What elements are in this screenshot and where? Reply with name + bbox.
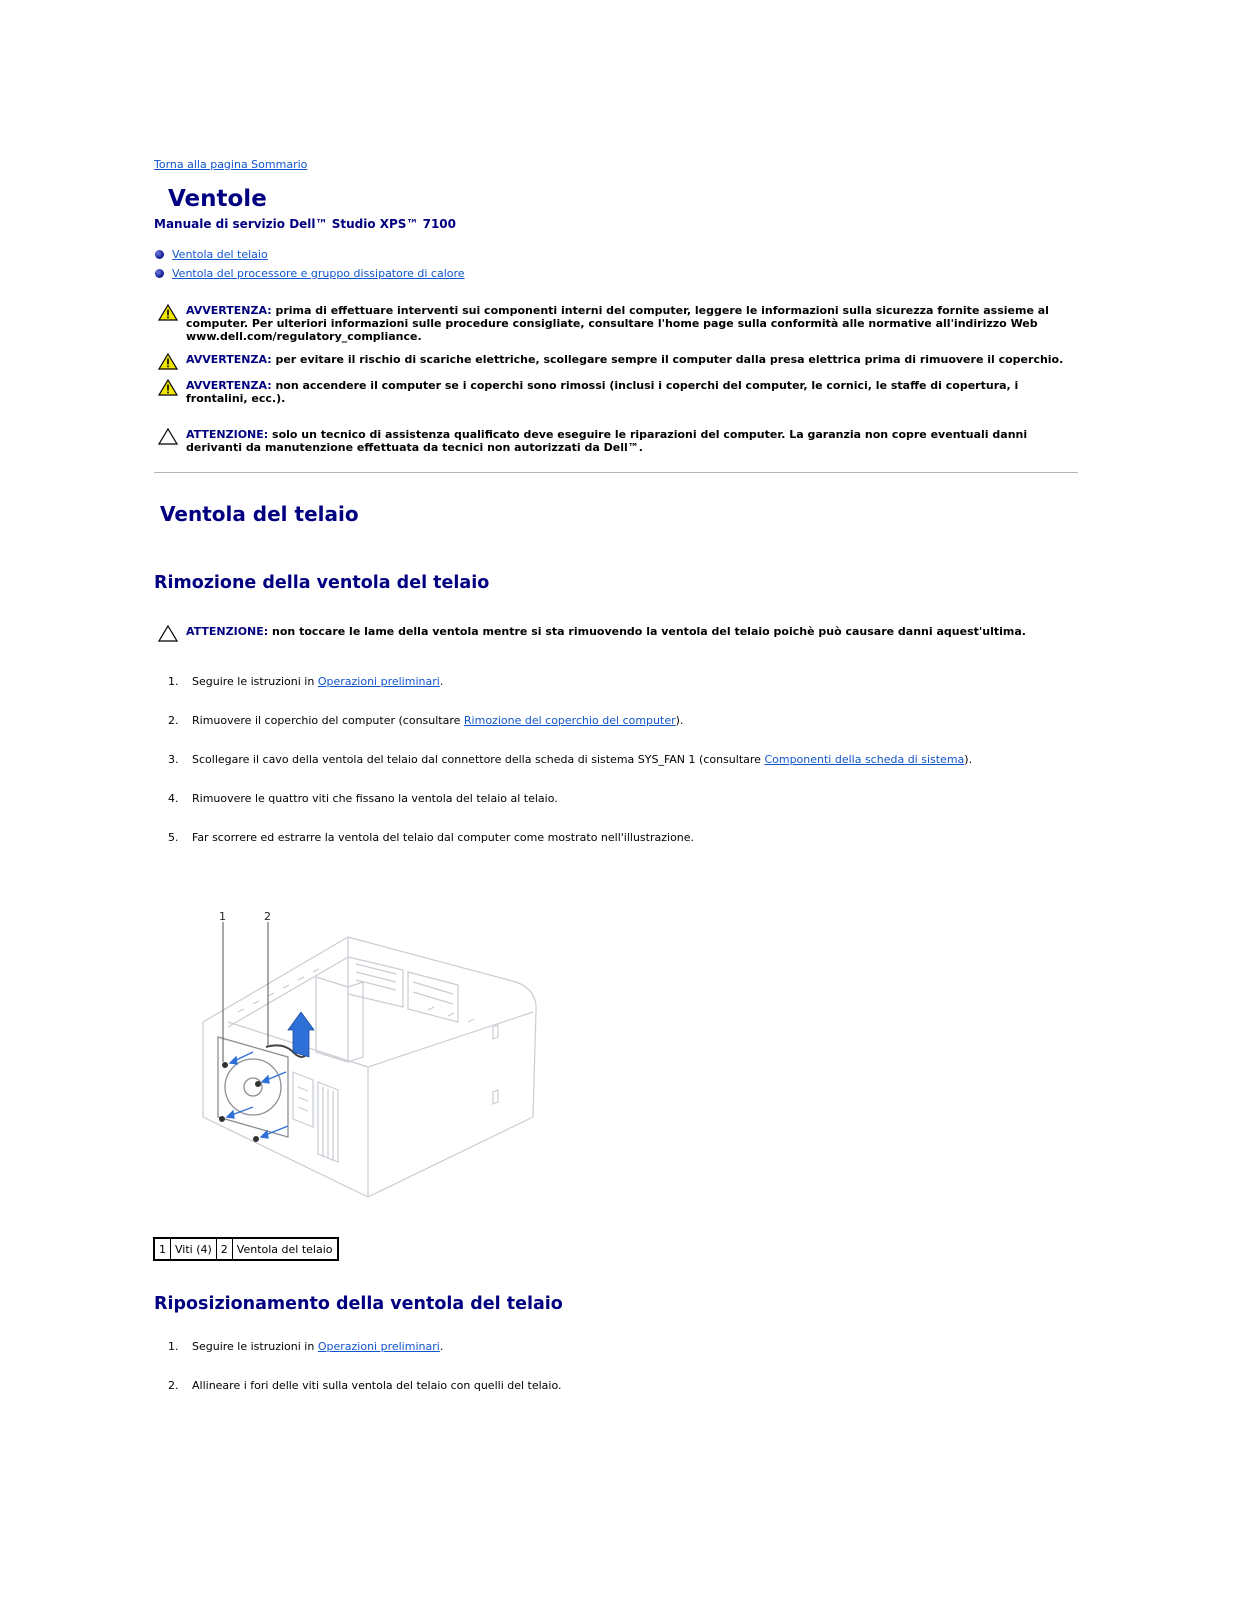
divider [154, 472, 1078, 473]
table-of-contents [154, 248, 465, 286]
step-text: Far scorrere ed estrarre la ventola del telaio dal computer come mostrato nell'illustrazione. [192, 831, 695, 844]
toc-item [154, 267, 465, 286]
notice-label: AVVERTENZA: [186, 353, 272, 366]
chassis-fan-illustration [198, 912, 548, 1212]
list-item [154, 792, 972, 831]
step-text: Seguire le istruzioni in [192, 1340, 318, 1353]
replacement-title: Riposizionamento della ventola del telaio [154, 1294, 563, 1314]
step-text: Allineare i fori delle viti sulla ventola del telaio con quelli del telaio. [192, 1379, 562, 1392]
step-number: 5. [168, 831, 179, 844]
figure-legend [153, 1237, 339, 1261]
step-text-end: . [439, 675, 444, 688]
step-text-end: ). [675, 714, 684, 727]
step-link[interactable]: Componenti della scheda di sistema [764, 753, 965, 766]
list-item [154, 831, 972, 870]
notice-label: ATTENZIONE: [186, 428, 269, 441]
list-item [154, 1340, 562, 1379]
warning-notice [158, 304, 1078, 343]
legend-label: Ventola del telaio [232, 1238, 337, 1260]
list-item [154, 1379, 562, 1418]
caution-notice [158, 625, 1078, 638]
step-text-end: . [439, 1340, 444, 1353]
notice-text: non toccare le lame della ventola mentre si sta rimuovendo la ventola del telaio poichè può causare danni aquest'ultima. [268, 625, 1026, 638]
step-text: Rimuovere le quattro viti che fissano la ventola del telaio al telaio. [192, 792, 558, 805]
caution-triangle-icon [158, 625, 178, 642]
legend-label: Viti (4) [171, 1238, 217, 1260]
step-number: 1. [168, 1340, 179, 1353]
step-text: Seguire le istruzioni in [192, 675, 318, 688]
list-item [154, 753, 972, 792]
removal-title: Rimozione della ventola del telaio [154, 573, 490, 593]
page-title: Ventole [168, 186, 267, 212]
notice-text: non accendere il computer se i coperchi sono rimossi (inclusi i coperchi del computer, le cornici, le staffe di copertura, i frontalini, ecc.). [186, 379, 1019, 405]
warning-notice [158, 353, 1078, 366]
step-number: 1. [168, 675, 179, 688]
toc-link-processor-fan[interactable]: Ventola del processore e gruppo dissipatore di calore [172, 267, 465, 280]
toc-item [154, 248, 465, 267]
step-link[interactable]: Rimozione del coperchio del computer [463, 714, 676, 727]
step-number: 4. [168, 792, 179, 805]
manual-subtitle: Manuale di servizio Dell™ Studio XPS™ 7100 [154, 217, 457, 231]
list-item [154, 714, 972, 753]
step-link[interactable]: Operazioni preliminari [317, 675, 440, 688]
warning-notice [158, 379, 1078, 405]
callout-2: 2 [264, 912, 271, 923]
step-text: Scollegare il cavo della ventola del telaio dal connettore della scheda di sistema SYS_FAN 1 (consultare [192, 753, 765, 766]
legend-number: 2 [216, 1238, 232, 1260]
step-text: Rimuovere il coperchio del computer (consultare [192, 714, 464, 727]
caution-triangle-icon [158, 428, 178, 445]
bullet-icon [155, 250, 164, 259]
bullet-icon [155, 269, 164, 278]
toc-link-chassis-fan[interactable]: Ventola del telaio [172, 248, 268, 261]
step-link[interactable]: Operazioni preliminari [317, 1340, 440, 1353]
warning-triangle-icon [158, 353, 178, 370]
step-number: 2. [168, 1379, 179, 1392]
legend-number: 1 [154, 1238, 171, 1260]
callout-1: 1 [219, 912, 226, 923]
warning-triangle-icon [158, 304, 178, 321]
list-item [154, 675, 972, 714]
step-text-end: ). [964, 753, 973, 766]
back-to-contents-link[interactable]: Torna alla pagina Sommario [154, 158, 308, 171]
caution-notice [158, 428, 1078, 454]
notice-text: per evitare il rischio di scariche elettriche, scollegare sempre il computer dalla presa elettrica prima di rimuovere il coperchio. [271, 353, 1064, 366]
notice-text: solo un tecnico di assistenza qualificato deve eseguire le riparazioni del computer. La garanzia non copre eventuali danni derivanti da manutenzione effettuata da tecnici non autorizzati da Dell™. [186, 428, 1028, 454]
notice-text: prima di effettuare interventi sui componenti interni del computer, leggere le informazioni sulla sicurezza fornite assieme al computer. Per ulteriori informazioni sulle procedure consigliate, consultare l'home page sulla conformità alle normative all'indirizzo Web www.dell.com/regulatory_compliance. [186, 304, 1049, 343]
notice-label: AVVERTENZA: [186, 304, 272, 317]
section-title: Ventola del telaio [160, 502, 359, 526]
step-number: 3. [168, 753, 179, 766]
removal-steps [154, 675, 972, 870]
notice-label: AVVERTENZA: [186, 379, 272, 392]
warning-triangle-icon [158, 379, 178, 396]
notice-label: ATTENZIONE: [186, 625, 269, 638]
replacement-steps [154, 1340, 562, 1418]
step-number: 2. [168, 714, 179, 727]
